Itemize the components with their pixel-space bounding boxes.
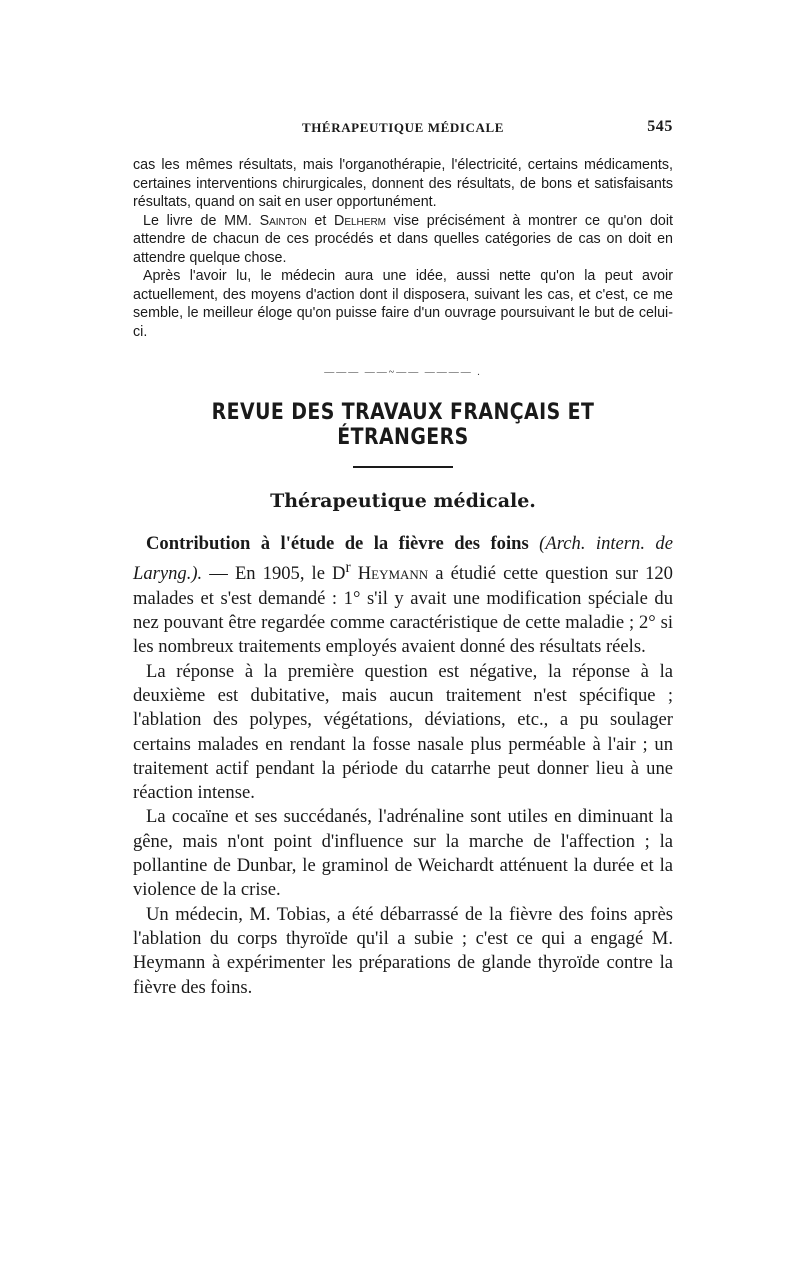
review-p2-text-a: Le livre de MM. xyxy=(143,212,260,229)
review-paragraph-1: cas les mêmes résultats, mais l'organothérapie, l'électricité, certains médicaments, certaines interventions chirurgicales, donnent des résultats, de bons et satisfaisants résultats, quand on sait en user opportunément. xyxy=(133,157,673,210)
review-p2-text-b: et xyxy=(306,212,334,229)
review-p2-text-c: vise précisément à montrer ce qu'on doit attendre de chacun de ces procédés et dans quelles catégories de cas on doit en attendre quelque chose. xyxy=(133,212,673,266)
book-page xyxy=(133,116,673,1000)
article-paragraph-1 xyxy=(133,532,673,660)
separator-dashes: ——— ——~—— ———— . xyxy=(324,367,482,378)
subsection-title: Thérapeutique médicale. xyxy=(270,490,536,512)
article-p1-text-a: — En 1905, le D xyxy=(202,563,346,585)
review-paragraph-2 xyxy=(133,212,673,268)
article-paragraph-3: La cocaïne et ses succédanés, l'adrénaline sont utiles en diminuant la gêne, mais n'ont point d'influence sur la marche de l'affection ; la pollantine de Dunbar, le graminol de Weichardt atténuent la durée et la violence de la crise. xyxy=(133,806,673,901)
author-name-delherm: Delherm xyxy=(334,212,386,229)
article-source: (Arch. intern. de Laryng.). xyxy=(133,533,673,585)
article-body xyxy=(133,532,673,1000)
running-head-title: THÉRAPEUTIQUE MÉDICALE xyxy=(301,120,505,135)
section-title: REVUE DES TRAVAUX FRANÇAIS ET ÉTRANGERS xyxy=(211,400,595,450)
title-rule xyxy=(353,466,453,468)
article-paragraph-2: La réponse à la première question est négative, la réponse à la deuxième est dubitative, mais aucun traitement n'est spécifique ; l'ablation des polypes, végétations, déviations, etc., a pu soulager certains malades en rendant la fosse nasale plus perméable à l'air ; un traitement actif pendant la période du catarrhe peut donner lieu à une réaction intense. xyxy=(133,660,673,804)
article-paragraph-4: Un médecin, M. Tobias, a été débarrassé de la fièvre des foins après l'ablation du corps thyroïde qu'il a subie ; c'est ce qui a engagé M. Heymann à expérimenter les préparations de glande thyroïde contre la fièvre des foins. xyxy=(133,903,673,998)
page-number: 545 xyxy=(647,118,673,135)
running-head xyxy=(133,116,673,140)
review-paragraph-3: Après l'avoir lu, le médecin aura une idée, aussi nette qu'on la peut avoir actuellement, des moyens d'action dont il disposera, suivant les cas, et c'est, ce me semble, le meilleur éloge qu'on puisse faire d'un ouvrage poursuivant le but de celui-ci. xyxy=(133,268,673,340)
author-name-heymann: Heymann xyxy=(357,563,429,585)
article-p1-text-b: a étudié cette question sur 120 malades et s'est demandé : 1° s'il y avait une modification spéciale du nez pouvant être regardée comme caractéristique de cette maladie ; 2° si les nombreux traitements employés avaient donné des résultats réels. xyxy=(133,563,673,658)
article-heading: Contribution à l'étude de la fièvre des foins xyxy=(146,533,529,554)
doctor-abbrev-sup: r xyxy=(345,559,351,577)
book-review-text xyxy=(133,156,673,341)
author-name-sainton: Sainton xyxy=(259,212,307,229)
